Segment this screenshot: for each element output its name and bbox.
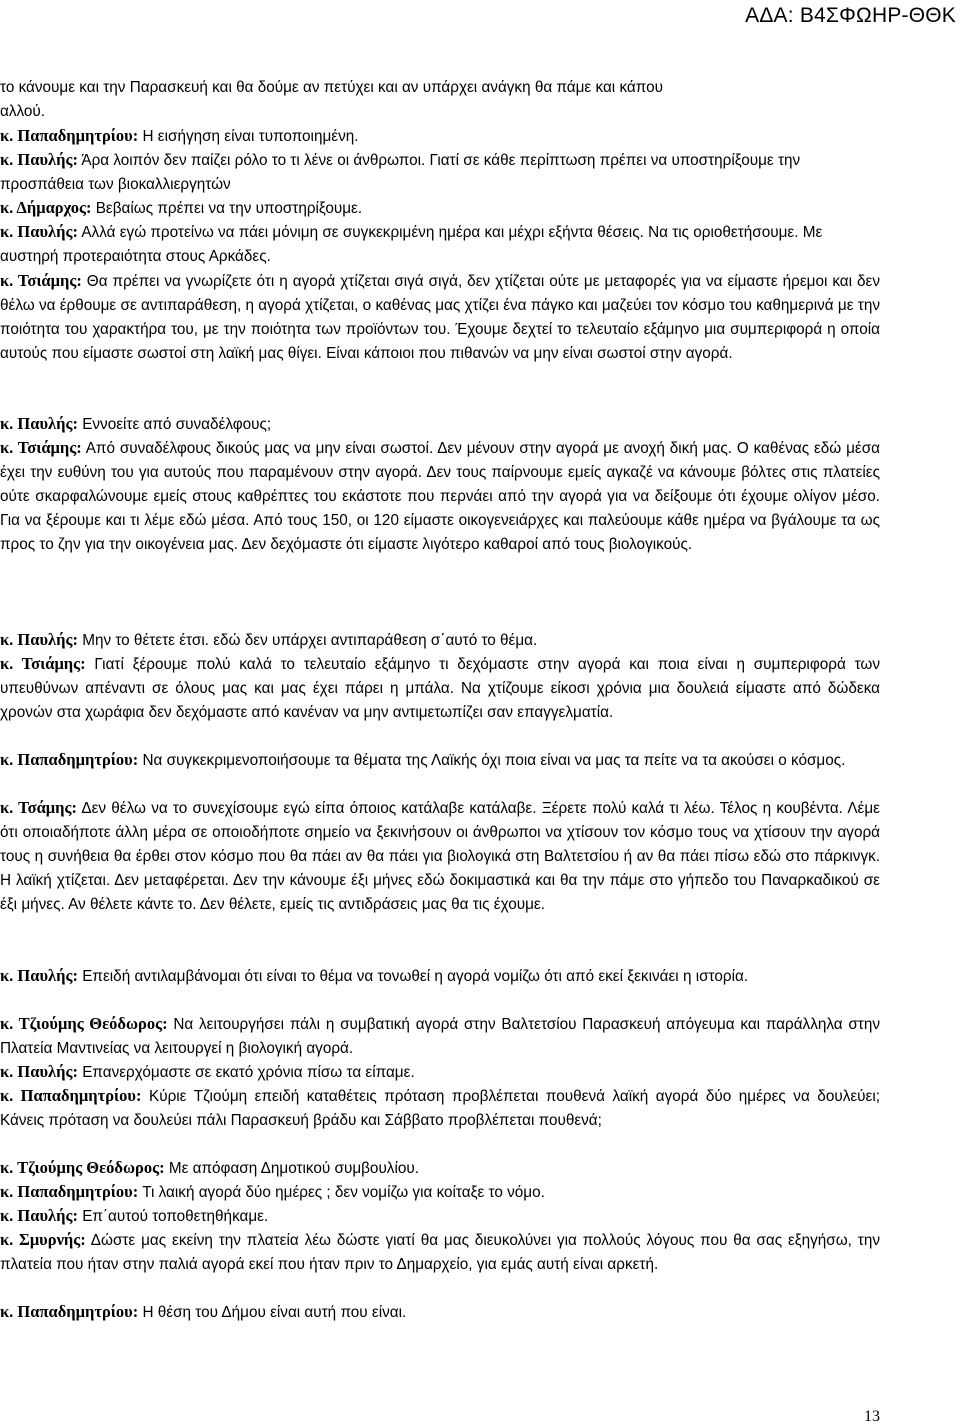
statement: [0, 148, 880, 197]
statement: [0, 1156, 880, 1181]
speaker-name: κ. Παυλής:: [0, 1062, 78, 1081]
speaker-name: κ. Παυλής:: [0, 630, 78, 649]
statement: [0, 652, 880, 725]
statement-text: Εννοείτε από συναδέλφους;: [77, 416, 272, 433]
statement-text: Η εισήγηση είναι τυποποιημένη.: [138, 128, 359, 145]
statement: [0, 628, 880, 653]
page-number: 13: [864, 1408, 880, 1425]
speaker-name: κ. Τσιάμης:: [0, 271, 82, 290]
speaker-name: κ. Παπαδημητρίου:: [0, 126, 139, 145]
statement-text: Τι λαική αγορά δύο ημέρες ; δεν νομίζω για κοίταξε το νόμο.: [138, 1184, 545, 1201]
statement-text: Άρα λοιπόν δεν παίζει ρόλο το τι λένε οι άνθρωποι. Γιατί σε κάθε περίπτωση πρέπει να υποστηρίξουμε την προσπάθεια των βιοκαλλιεργητών: [0, 152, 801, 193]
statement-text: Επανερχόμαστε σε εκατό χρόνια πίσω τα είπαμε.: [77, 1064, 415, 1081]
statement: [0, 124, 880, 149]
speaker-name: κ. Παπαδημητρίου:: [0, 1302, 139, 1321]
statement: [0, 220, 880, 269]
speaker-name: κ. Παυλής:: [0, 222, 78, 241]
statement-text: Κύριε Τζιούμη επειδή καταθέτεις πρόταση προβλέπεται πουθενά λαϊκή αγορά δύο ημέρες να δουλεύει; Κάνεις πρόταση να δουλεύει πάλι Παρασκευή βράδυ και Σάββατο προβλέπεται πουθενά;: [0, 1088, 880, 1129]
speaker-name: κ. Τσιάμης:: [0, 654, 86, 673]
statement: [0, 269, 880, 366]
speaker-name: κ. Τζιούμης Θεόδωρος:: [0, 1158, 165, 1177]
speaker-name: κ. Τσιάμης:: [0, 438, 82, 457]
statement: [0, 1204, 880, 1229]
intro-line: αλλού.: [0, 103, 46, 120]
statement: [0, 1300, 880, 1325]
statement: [0, 1084, 880, 1133]
statement-text: Θα πρέπει να γνωρίζετε ότι η αγορά χτίζεται σιγά σιγά, δεν χτίζεται ούτε με μεταφορές για να είμαστε ήρεμοι και δεν θέλω να έρθουμε σε αντιπαράθεση, η αγορά χτίζεται, ο καθένας μας χτίζει ένα πάγκο και μαζεύει τον κόσμο του καθημερινά με την ποιότητα του χαρακτήρα του, με την ποιότητα των προϊόντων του. Έχουμε δεχτεί το τελευταίο εξάμηνο μια συμπεριφορά η οποία αυτούς που είμαστε σωστοί στη λαϊκή μας θίγει. Είναι κάποιοι που πιθανών να μην είναι σωστοί στην αγορά.: [0, 273, 880, 362]
statement-text: Η θέση του Δήμου είναι αυτή που είναι.: [138, 1304, 407, 1321]
ada-header: ΑΔΑ: Β4ΣΦΩΗΡ-ΘΘΚ: [745, 4, 956, 27]
statement-text: Από συναδέλφους δικούς μας να μην είναι σωστοί. Δεν μένουν στην αγορά με ανοχή δική μας. Ο καθένας εδώ μέσα έχει την ευθύνη του για αυτούς που παραμένουν στην αγορά. Δεν τους παίρνουμε εμείς αγκαζέ να κάνουμε βόλτες στις πλατείες ούτε σκαρφαλώνουμε εμείς στους καθρέπτες του εκάστοτε που περνάει από την αγορά για να δείξουμε ότι έχουμε ολίγον μέσο. Για να ξέρουμε και τι λέμε εδώ μέσα. Από τους 150, οι 120 είμαστε οικογενειάρχες και παλεύουμε κάθε ημέρα να βγάλουμε τα ως προς το ζην για την οικογένεια μας. Δεν δεχόμαστε ότι είμαστε λιγότερο καθαροί από τους βιολογικούς.: [0, 440, 880, 553]
statement: [0, 436, 880, 557]
statement-text: Δώστε μας εκείνη την πλατεία λέω δώστε γιατί θα μας διευκολύνει για πολλούς λόγους που θα σας εξηγήσω, την πλατεία που ήταν στην παλιά αγορά εκεί που ήταν πριν το Δημαρχείο, για εμάς αυτή είναι αρκετή.: [0, 1232, 880, 1273]
statement-text: Γιατί ξέρουμε πολύ καλά το τελευταίο εξάμηνο τι δεχόμαστε στην αγορά και ποια είναι η συμπεριφορά των υπευθύνων απέναντι σε όλους μας και μας έχει πάρει η μπάλα. Να χτίζουμε είκοσι χρόνια μια δουλειά είμαστε από δώδεκα χρονών στα χωράφια δεν δεχόμαστε από κανέναν να μην αντιμετωπίζει σαν επαγγελματία.: [0, 656, 880, 721]
statement: [0, 796, 880, 917]
statement: [0, 748, 880, 773]
statement-text: Αλλά εγώ προτείνω να πάει μόνιμη σε συγκεκριμένη ημέρα και μέχρι εξήντα θέσεις. Να τις οριοθετήσουμε. Με αυστηρή προτεραιότητα στους Αρκάδες.: [0, 224, 823, 265]
speaker-name: κ. Παυλής:: [0, 150, 78, 169]
statement: [0, 196, 880, 221]
statement-text: Επ΄αυτού τοποθετηθήκαμε.: [77, 1208, 269, 1225]
statement-text: Επειδή αντιλαμβάνομαι ότι είναι το θέμα να τονωθεί η αγορά νομίζω ότι από εκεί ξεκινάει η ιστορία.: [77, 968, 749, 985]
speaker-name: κ. Παυλής:: [0, 1206, 78, 1225]
statement-text: Βεβαίως πρέπει να την υποστηρίξουμε.: [91, 200, 363, 217]
statement-text: Να λειτουργήσει πάλι η συμβατική αγορά στην Βαλτετσίου Παρασκευή απόγευμα και παράλληλα στην Πλατεία Μαντινείας να λειτουργεί η βιολογική αγορά.: [0, 1016, 881, 1057]
speaker-name: κ. Σμυρνής:: [0, 1230, 86, 1249]
statement-text: Με απόφαση Δημοτικού συμβουλίου.: [164, 1160, 419, 1177]
speaker-name: κ. Τζιούμης Θεόδωρος:: [0, 1014, 168, 1033]
intro-line: το κάνουμε και την Παρασκευή και θα δούμε αν πετύχει και αν υπάρχει ανάγκη θα πάμε και κάπου: [0, 79, 663, 96]
statement: [0, 1060, 880, 1085]
speaker-name: κ. Παπαδημητρίου:: [0, 1182, 139, 1201]
statement: [0, 1228, 880, 1277]
statement: [0, 1012, 880, 1061]
statement: [0, 964, 880, 989]
speaker-name: κ. Παυλής:: [0, 966, 78, 985]
speaker-name: κ. Παπαδημητρίου:: [0, 1086, 142, 1105]
speaker-name: κ. Παυλής:: [0, 414, 78, 433]
statement-text: Δεν θέλω να το συνεχίσουμε εγώ είπα όποιος κατάλαβε κατάλαβε. Ξέρετε πολύ καλά τι λέω. Τέλος η κουβέντα. Λέμε ότι οποιαδήποτε άλλη μέρα σε οποιοδήποτε σημείο να ξεκινήσουν οι άνθρωποι να χτίσουν τον κόσμο τους να χτίσουν την αγορά τους η συνήθεια θα έρθει στον κόσμο που θα πάει αν θα πάει για βιολογικά στη Βαλτετσίου ή αν θα πάει πίσω εδώ στο πάρκινγκ. Η λαϊκή χτίζεται. Δεν μεταφέρεται. Δεν την κάνουμε έξι μήνες εδώ δοκιμαστικά και θα την πάμε στο γήπεδο του Παναρκαδικού σε έξι μήνες. Αν θέλετε κάντε το. Δεν θέλετε, εμείς τις αντιδράσεις μας θα τις έχουμε.: [0, 800, 880, 913]
statement: [0, 1180, 880, 1205]
statement: [0, 412, 880, 437]
speaker-name: κ. Παπαδημητρίου:: [0, 750, 139, 769]
statement-text: Να συγκεκριμενοποιήσουμε τα θέματα της Λαϊκής όχι ποια είναι να μας τα πείτε να τα ακούσει ο κόσμος.: [138, 752, 846, 769]
statement-text: Μην το θέτετε έτσι. εδώ δεν υπάρχει αντιπαράθεση σ΄αυτό το θέμα.: [77, 632, 538, 649]
speaker-name: κ. Τσάμης:: [0, 798, 77, 817]
speaker-name: κ. Δήμαρχος:: [0, 198, 92, 217]
